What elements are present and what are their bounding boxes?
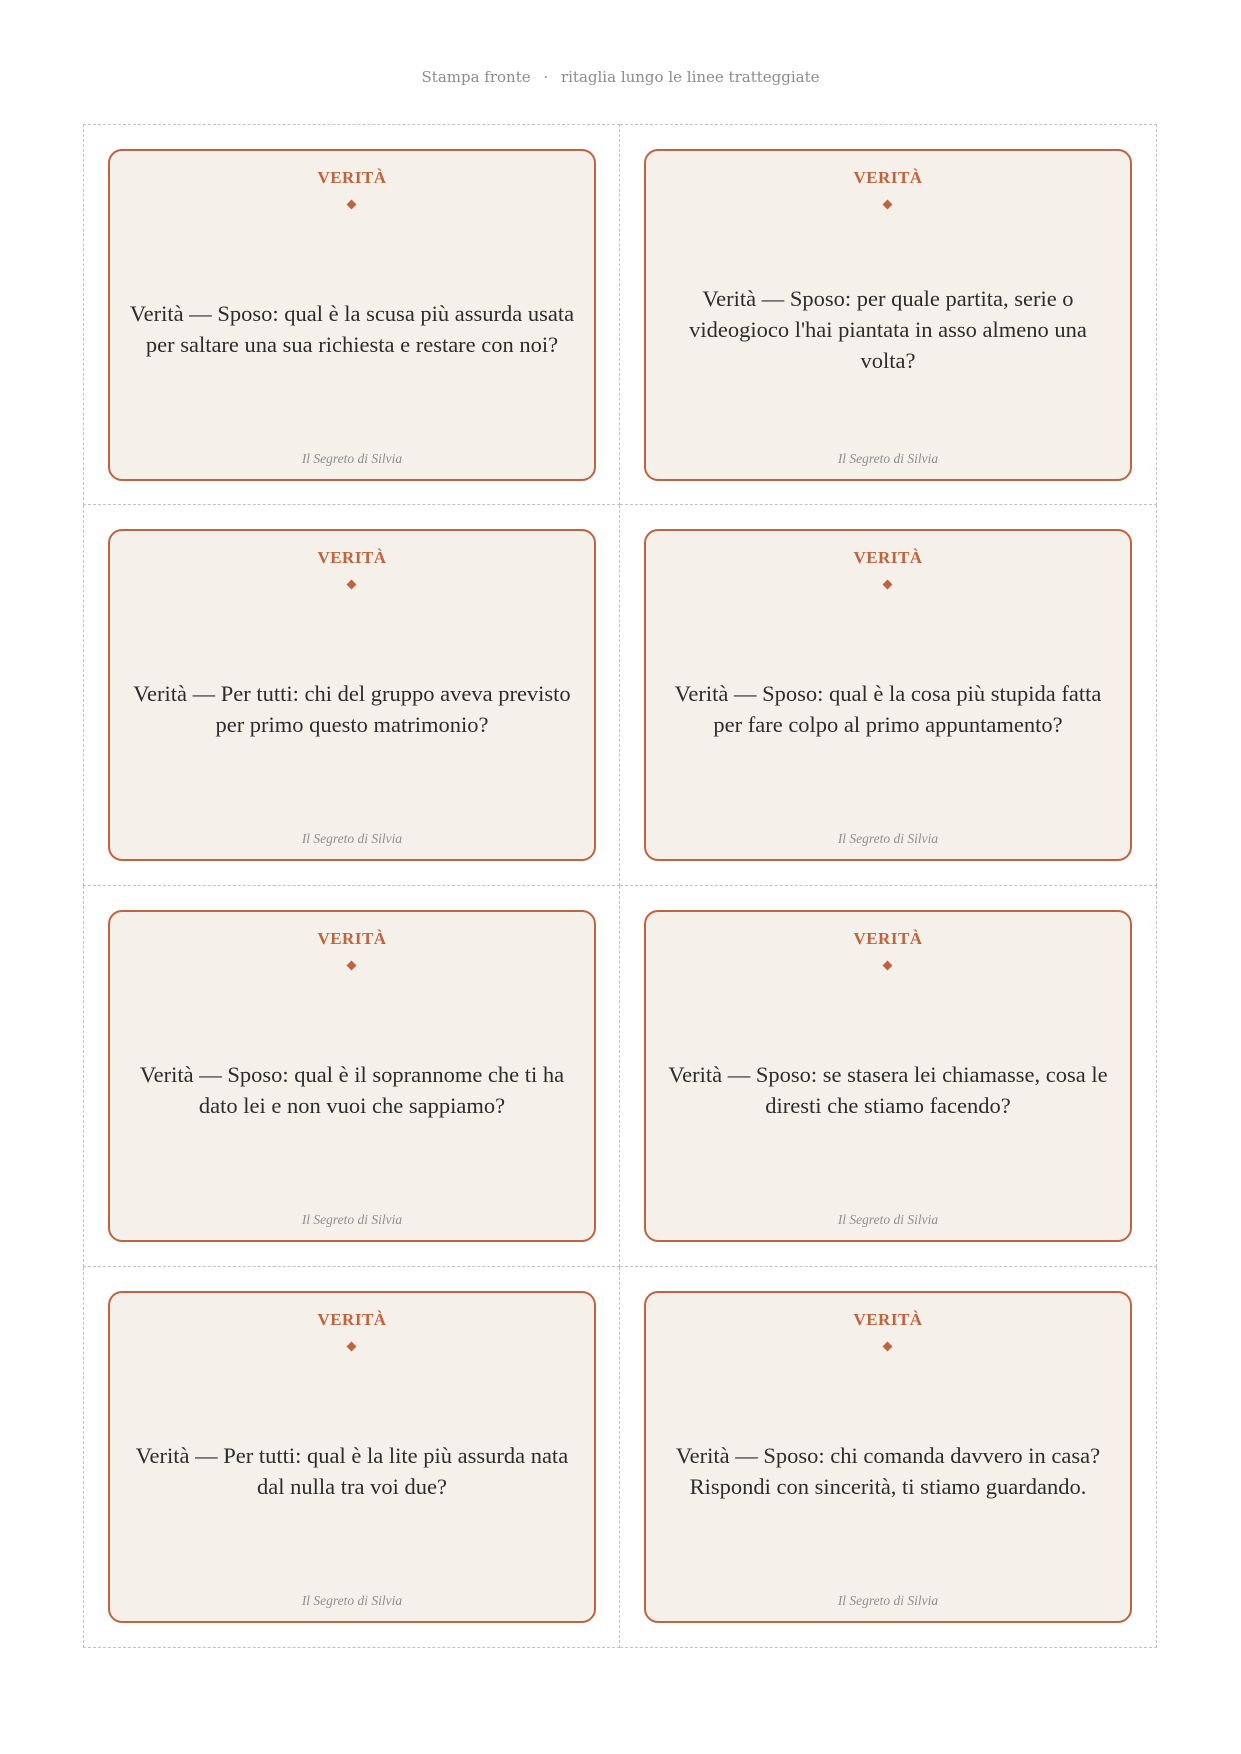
print-side-label: Stampa fronte	[421, 68, 531, 86]
cut-cell	[620, 1267, 1157, 1648]
card-question: Verità — Sposo: qual è la scusa più assurda usata per saltare una sua richiesta e restare con noi?	[129, 301, 575, 357]
diamond-icon	[883, 1342, 893, 1352]
card-brand: Il Segreto di Silvia	[301, 1212, 403, 1227]
card-brand: Il Segreto di Silvia	[301, 831, 403, 846]
card-brand: Il Segreto di Silvia	[837, 1593, 939, 1608]
cut-cell	[83, 505, 620, 886]
print-instructions	[0, 68, 1241, 86]
cut-cell	[620, 124, 1157, 505]
diamond-icon	[883, 200, 893, 210]
card-brand: Il Segreto di Silvia	[837, 1212, 939, 1227]
cut-cell	[620, 886, 1157, 1267]
diamond-icon	[347, 200, 357, 210]
truth-card	[108, 1291, 596, 1623]
cut-instructions-label: ritaglia lungo le linee tratteggiate	[560, 68, 820, 86]
card-category-label: VERITÀ	[853, 548, 923, 567]
truth-card	[644, 1291, 1132, 1623]
truth-card	[108, 529, 596, 861]
card-brand: Il Segreto di Silvia	[837, 831, 939, 846]
card-question: Verità — Per tutti: chi del gruppo aveva previsto per primo questo matrimonio?	[133, 681, 571, 737]
card-category-label: VERITÀ	[317, 168, 387, 187]
card-question: Verità — Sposo: qual è il soprannome che ti ha dato lei e non vuoi che sappiamo?	[139, 1062, 565, 1118]
card-question: Verità — Sposo: chi comanda davvero in casa? Rispondi con sincerità, ti stiamo guardando.	[675, 1443, 1101, 1499]
cut-cell	[83, 886, 620, 1267]
truth-card	[644, 910, 1132, 1242]
separator-dot: ·	[543, 68, 549, 86]
card-brand: Il Segreto di Silvia	[301, 451, 403, 466]
diamond-icon	[347, 580, 357, 590]
card-question: Verità — Per tutti: qual è la lite più assurda nata dal nulla tra voi due?	[135, 1443, 569, 1499]
cut-cell	[620, 505, 1157, 886]
diamond-icon	[883, 580, 893, 590]
card-question: Verità — Sposo: per quale partita, serie o videogioco l'hai piantata in asso almeno una volta?	[689, 285, 1087, 373]
cut-cell	[83, 124, 620, 505]
card-category-label: VERITÀ	[317, 548, 387, 567]
card-category-label: VERITÀ	[853, 168, 923, 187]
truth-card	[644, 149, 1132, 481]
truth-card	[108, 910, 596, 1242]
card-category-label: VERITÀ	[853, 929, 923, 948]
card-sheet	[83, 124, 1157, 1648]
cut-cell	[83, 1267, 620, 1648]
card-brand: Il Segreto di Silvia	[837, 451, 939, 466]
diamond-icon	[347, 961, 357, 971]
truth-card	[108, 149, 596, 481]
card-question: Verità — Sposo: qual è la cosa più stupida fatta per fare colpo al primo appuntamento?	[674, 681, 1102, 737]
card-category-label: VERITÀ	[317, 929, 387, 948]
card-category-label: VERITÀ	[853, 1310, 923, 1329]
truth-card	[644, 529, 1132, 861]
diamond-icon	[347, 1342, 357, 1352]
card-question: Verità — Sposo: se stasera lei chiamasse, cosa le diresti che stiamo facendo?	[668, 1062, 1108, 1118]
diamond-icon	[883, 961, 893, 971]
card-brand: Il Segreto di Silvia	[301, 1593, 403, 1608]
card-category-label: VERITÀ	[317, 1310, 387, 1329]
